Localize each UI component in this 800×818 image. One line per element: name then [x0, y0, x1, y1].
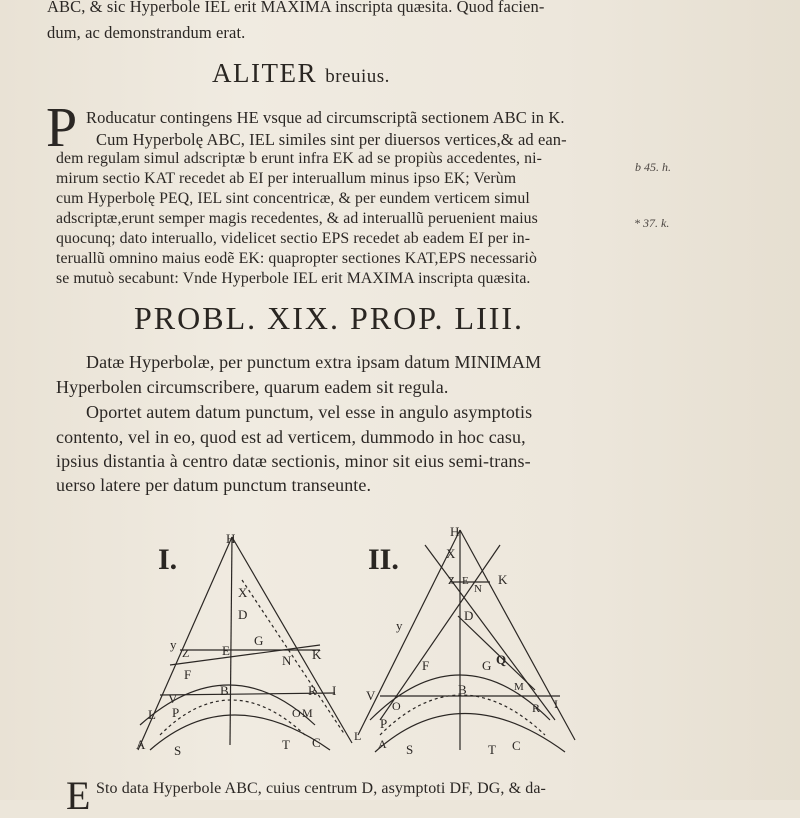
drop-cap: E	[66, 773, 91, 818]
text-line: Cum Hyperbolę ABC, IEL similes sint per diuersos vertices,& ad ean-	[96, 130, 567, 149]
point-label: G	[482, 658, 492, 673]
text-line: mirum sectio KAT recedet ab EI per interuallum minus ipso EK; Verùm	[56, 170, 517, 187]
text-line: ABC, & sic Hyperbole IEL erit MAXIMA inscripta quæsita. Quod facien-	[47, 0, 545, 16]
point-label: L	[148, 707, 156, 722]
section-heading-aliter	[212, 58, 390, 89]
margin-note: b 45. h.	[635, 160, 671, 174]
point-label: D	[464, 608, 474, 623]
axis-line	[230, 537, 232, 745]
figure-label-1: I.	[158, 543, 178, 576]
point-label: H	[450, 524, 460, 539]
text-line: se mutuò secabunt: Vnde Hyperbole IEL erit MAXIMA inscripta quæsita.	[56, 270, 531, 287]
point-label: E	[462, 575, 469, 587]
text-line: contento, vel in eo, quod est ad verticem, dummodo in hoc casu,	[56, 427, 526, 447]
point-label: R	[532, 701, 541, 715]
point-label: N	[474, 583, 482, 595]
point-label: X	[238, 585, 248, 600]
text-line: ipsius distantia à centro datæ sectionis, minor sit eius semi-trans-	[56, 451, 531, 471]
text-line: teruallũ omnino maius eodẽ EK: quapropter sectiones KAT,EPS necessariò	[56, 250, 537, 267]
point-label: G	[254, 633, 264, 648]
text-line: Sto data Hyperbole ABC, cuius centrum D, asymptoti DF, DG, & da-	[96, 780, 546, 797]
point-label: B	[458, 682, 467, 697]
point-label: T	[488, 742, 496, 757]
point-label: H	[226, 531, 236, 546]
hyperbola-curve	[380, 695, 545, 735]
point-label: E	[222, 643, 230, 658]
point-label: B	[220, 683, 229, 698]
point-label: L	[354, 729, 362, 743]
text-line: dum, ac demonstrandum erat.	[47, 23, 246, 42]
point-label: V	[168, 691, 178, 706]
margin-note: * 37. k.	[634, 216, 670, 230]
point-label: A	[136, 737, 146, 752]
point-label: Z	[182, 646, 190, 660]
point-label: R	[308, 683, 317, 698]
hyperbola-curve	[160, 700, 305, 735]
text-line: Hyperbolen circumscribere, quarum eadem sit regula.	[56, 377, 449, 397]
point-label: I	[554, 697, 558, 711]
figure-2	[350, 520, 590, 765]
point-label: P	[380, 716, 388, 731]
text-line: uerso latere per datum punctum transeunte.	[56, 475, 372, 495]
point-label: Q	[496, 652, 507, 667]
diagonal-line	[425, 545, 555, 720]
text-line: adscriptæ,erunt semper magis recedentes, & ad interuallũ peruenient maius	[56, 210, 538, 227]
figure-1	[120, 525, 370, 765]
point-label: O	[392, 699, 401, 713]
point-label: y	[170, 637, 177, 652]
aliter-subtitle: breuius.	[325, 66, 390, 87]
point-label: C	[312, 735, 321, 750]
text-line: Oportet autem datum punctum, vel esse in angulo asymptotis	[86, 402, 533, 422]
aliter-title: ALITER	[212, 58, 317, 88]
asymptote-line	[358, 530, 460, 735]
point-label: F	[422, 658, 430, 673]
problem-heading: PROBL. XIX. PROP. LIII.	[134, 300, 525, 336]
hyperbola-curve	[375, 714, 565, 753]
point-label: P	[172, 705, 180, 720]
point-label: M	[302, 706, 313, 720]
text-line: Datæ Hyperbolæ, per punctum extra ipsam datum MINIMAM	[86, 352, 542, 372]
point-label: N	[282, 653, 292, 668]
point-label: y	[396, 618, 403, 633]
text-line: cum Hyperbolę PEQ, IEL sint concentricæ, & per eundem verticem simul	[56, 190, 530, 207]
drop-cap: P	[46, 97, 78, 159]
point-label: M	[514, 681, 524, 693]
point-label: S	[406, 742, 414, 757]
point-label: C	[512, 738, 521, 753]
point-label: X	[446, 546, 456, 561]
point-label: T	[282, 737, 290, 752]
point-label: A	[378, 737, 387, 751]
figure-label-2: II.	[368, 543, 399, 576]
point-label: K	[498, 572, 508, 587]
point-label: O	[292, 706, 301, 720]
point-label: K	[312, 647, 322, 662]
point-label: Z	[448, 575, 455, 587]
tangent-line	[170, 645, 320, 665]
point-label: V	[366, 688, 376, 703]
point-label: F	[184, 667, 192, 682]
point-label: S	[174, 743, 182, 758]
point-label: I	[332, 683, 337, 698]
text-line: dem regulam simul adscriptæ b erunt infra EK ad se propiùs accedentes, ni-	[56, 150, 542, 167]
point-label: D	[238, 607, 248, 622]
text-line: quocunq; dato interuallo, videlicet sectio EPS recedet ab eadem EI per in-	[56, 230, 531, 247]
text-line: Roducatur contingens HE vsque ad circumscriptã sectionem ABC in K.	[86, 108, 565, 127]
